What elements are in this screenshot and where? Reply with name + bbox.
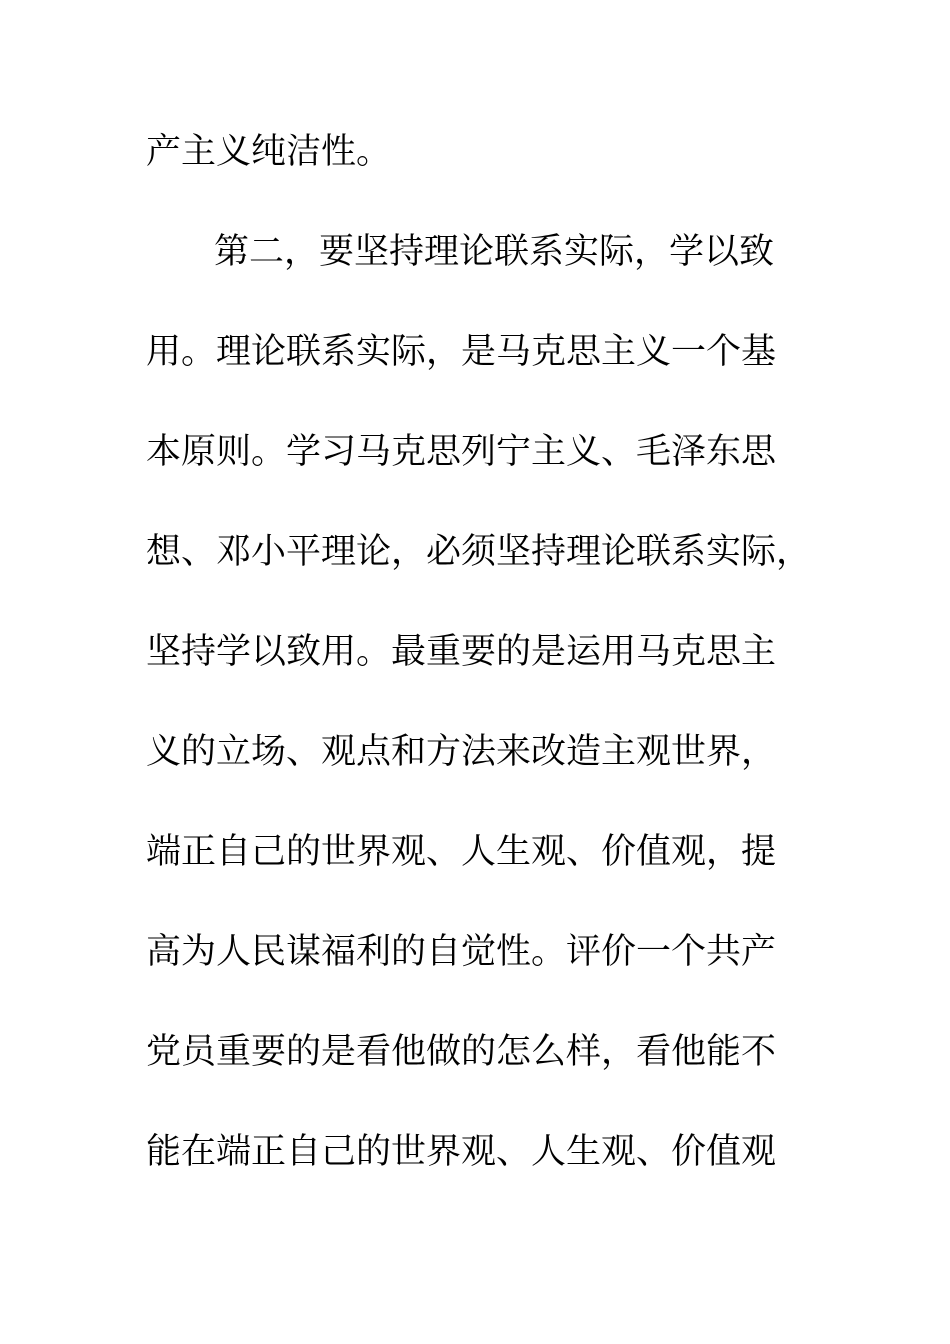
text-line: 本原则。学习马克思列宁主义、毛泽东思 bbox=[146, 432, 777, 472]
text-line: 产主义纯洁性。 bbox=[146, 132, 392, 172]
text-line: 坚持学以致用。最重要的是运用马克思主 bbox=[146, 632, 777, 672]
text-line: 能在端正自己的世界观、人生观、价值观 bbox=[146, 1132, 777, 1172]
text-line: 想、邓小平理论，必须坚持理论联系实际， bbox=[146, 532, 812, 572]
text-line: 第二，要坚持理论联系实际，学以致 bbox=[214, 232, 775, 272]
text-line: 用。理论联系实际，是马克思主义一个基 bbox=[146, 332, 777, 372]
text-line: 党员重要的是看他做的怎么样，看他能不 bbox=[146, 1032, 777, 1072]
text-line: 高为人民谋福利的自觉性。评价一个共产 bbox=[146, 932, 777, 972]
text-line: 义的立场、观点和方法来改造主观世界， bbox=[146, 732, 777, 772]
text-line: 端正自己的世界观、人生观、价值观，提 bbox=[146, 832, 777, 872]
